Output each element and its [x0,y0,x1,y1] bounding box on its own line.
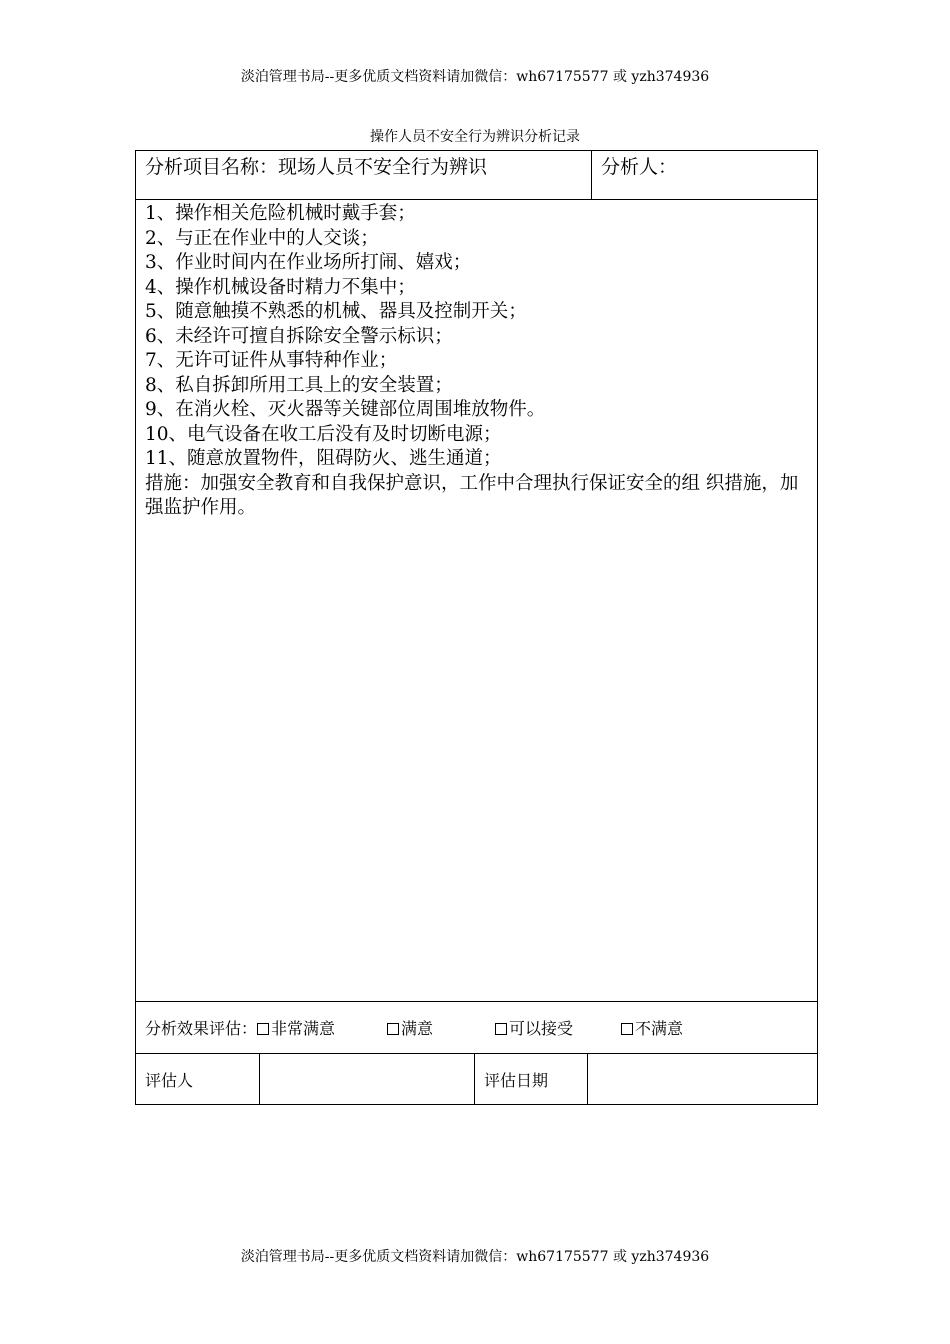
list-item: 8、私自拆卸所用工具上的安全装置； [145,374,453,396]
option-very-satisfied[interactable]: 非常满意 [257,1016,387,1039]
evaluation-label: 分析效果评估： [145,1019,258,1038]
analyst-label: 分析人： [601,156,678,178]
option-acceptable[interactable]: 可以接受 [495,1016,621,1039]
checkbox-icon[interactable] [495,1023,507,1035]
list-item: 10、电气设备在收工后没有及时切断电源； [145,423,502,445]
page-footer: 淡泊管理书局--更多优质文档资料请加微信：wh67175577 或 yzh374936 [240,1249,710,1265]
content-row [136,200,817,1002]
project-name-label: 分析项目名称：现场人员不安全行为辨识 [136,151,592,199]
unsafe-behavior-list [136,200,817,1001]
assessor-row [136,1054,817,1104]
measures-text: 措施：加强安全教育和自我保护意识，工作中合理执行保证安全的组 织措施，加强监护作用。 [145,472,799,518]
project-row [136,151,817,200]
option-unsatisfied[interactable]: 不满意 [621,1016,683,1039]
assessment-date-field[interactable] [588,1054,817,1104]
list-item: 4、操作机械设备时精力不集中； [145,276,416,298]
evaluation-row [136,1002,817,1054]
option-satisfied[interactable]: 满意 [387,1016,495,1039]
checkbox-icon[interactable] [387,1023,399,1035]
list-item: 6、未经许可擅自拆除安全警示标识； [145,325,453,347]
checkbox-icon[interactable] [621,1023,633,1035]
analysis-record-table [135,150,818,1105]
list-item: 11、随意放置物件，阻碍防火、逃生通道； [145,448,502,469]
assessor-field[interactable] [260,1054,475,1104]
list-item: 9、在消火栓、灭火器等关键部位周围堆放物件。 [145,399,546,420]
list-item: 2、与正在作业中的人交谈； [145,227,379,249]
document-title: 操作人员不安全行为辨识分析记录 [370,129,580,145]
list-item: 7、无许可证件从事特种作业； [145,350,398,371]
assessment-date-label: 评估日期 [475,1054,588,1104]
assessor-label: 评估人 [136,1054,260,1104]
list-item: 1、操作相关危险机械时戴手套； [145,203,416,224]
checkbox-icon[interactable] [257,1023,269,1035]
page-header: 淡泊管理书局--更多优质文档资料请加微信：wh67175577 或 yzh374936 [240,69,710,85]
list-item: 5、随意触摸不熟悉的机械、器具及控制开关； [145,301,527,322]
list-item: 3、作业时间内在作业场所打闹、嬉戏； [145,252,472,273]
evaluation-cell [136,1016,817,1039]
